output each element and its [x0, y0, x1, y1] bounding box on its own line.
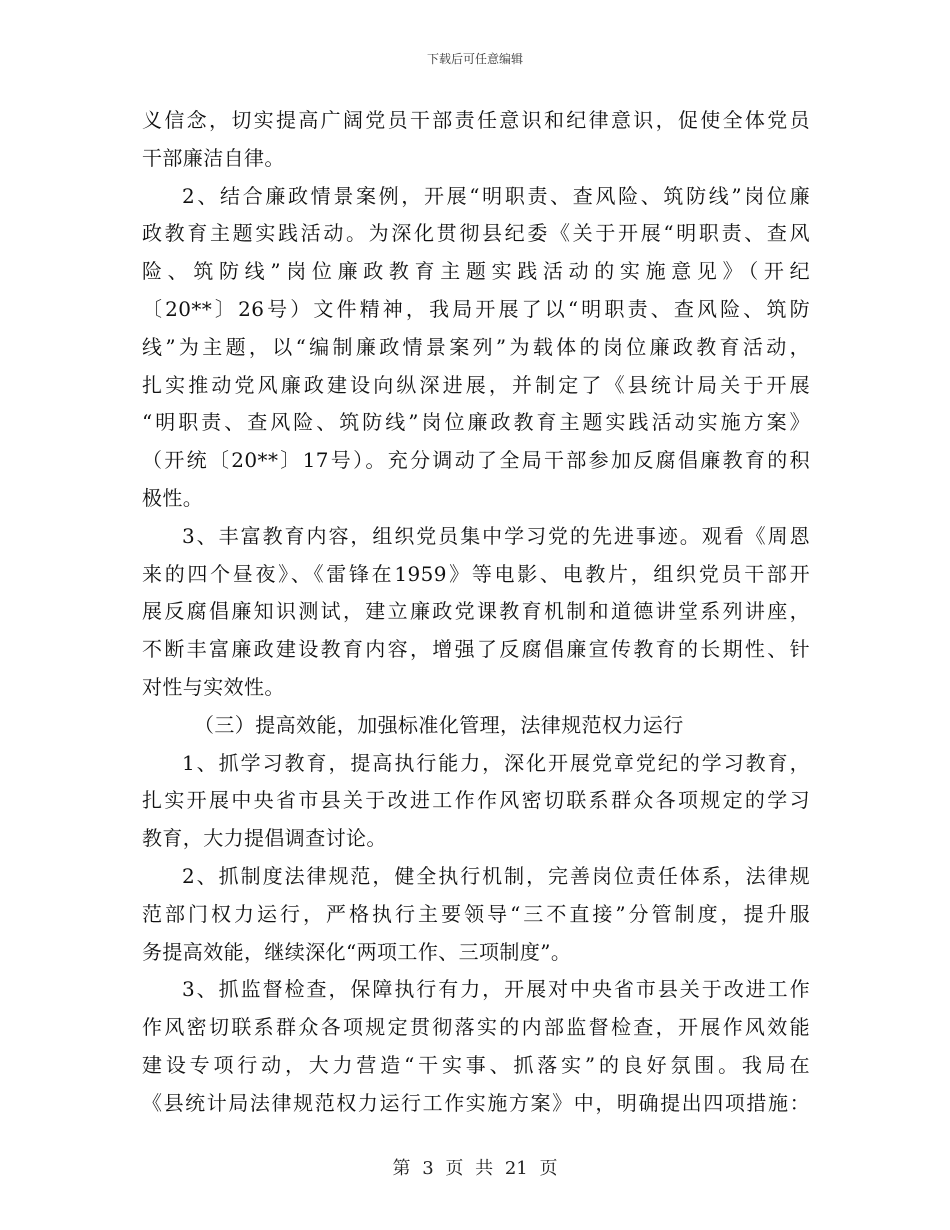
paragraph-line: 不断丰富廉政建设教育内容，增强了反腐倡廉宣传教育的长期性、针	[142, 637, 810, 662]
paragraph-line: 3、抓监督检查，保障执行有力，开展对中央省市县关于改进工作	[182, 977, 810, 1002]
paragraph-line: 3、丰富教育内容，组织党员集中学习党的先进事迹。观看《周恩	[182, 523, 810, 548]
paragraph-line: 扎实开展中央省市县关于改进工作作风密切联系群众各项规定的学习	[142, 788, 810, 813]
paragraph-line: 险、筑防线”岗位廉政教育主题实践活动的实施意见》（开纪	[142, 259, 810, 284]
paragraph-line: 对性与实效性。	[142, 674, 285, 699]
paragraph-line: 范部门权力运行，严格执行主要领导“三不直接”分管制度，提升服	[142, 901, 810, 926]
paragraph-line: 教育，大力提倡调查讨论。	[142, 826, 387, 851]
page-number: 第 3 页 共 21 页	[392, 1158, 558, 1179]
paragraph-line: 2、结合廉政情景案例，开展“明职责、查风险、筑防线”岗位廉	[182, 183, 810, 208]
paragraph-line: 扎实推动党风廉政建设向纵深进展，并制定了《县统计局关于开展	[142, 372, 810, 397]
paragraph-line: 展反腐倡廉知识测试，建立廉政党课教育机制和道德讲堂系列讲座，	[142, 599, 810, 624]
paragraph-line: 1、抓学习教育，提高执行能力，深化开展党章党纪的学习教育，	[182, 750, 810, 775]
paragraph-line: 政教育主题实践活动。为深化贯彻县纪委《关于开展“明职责、查风	[142, 221, 810, 246]
paragraph-line: 线”为主题，以“编制廉政情景案列”为载体的岗位廉政教育活动，	[142, 334, 810, 359]
paragraph-line: 干部廉洁自律。	[142, 145, 285, 170]
document-body	[142, 102, 810, 1123]
paragraph-line: “明职责、查风险、筑防线”岗位廉政教育主题实践活动实施方案》	[142, 410, 810, 435]
paragraph-line: 《县统计局法律规范权力运行工作实施方案》中，明确提出四项措施：	[142, 1090, 810, 1115]
paragraph-line: 义信念，切实提高广阔党员干部责任意识和纪律意识，促使全体党员	[142, 108, 810, 132]
paragraph-line: 建设专项行动，大力营造“干实事、抓落实”的良好氛围。我局在	[142, 1052, 810, 1077]
paragraph-line: 2、抓制度法律规范，健全执行机制，完善岗位责任体系，法律规	[182, 863, 810, 888]
paragraph-line: 作风密切联系群众各项规定贯彻落实的内部监督检查，开展作风效能	[142, 1015, 810, 1040]
paragraph-line: 务提高效能，继续深化“两项工作、三项制度”。	[142, 939, 572, 964]
paragraph-line: 极性。	[142, 485, 204, 510]
paragraph-line: （开统〔20**〕17号）。充分调动了全局干部参加反腐倡廉教育的积	[142, 448, 810, 473]
page-header-note: 下载后可任意编辑	[426, 52, 523, 66]
paragraph-line: 〔20**〕26号）文件精神，我局开展了以“明职责、查风险、筑防	[142, 296, 810, 321]
paragraph-line: 来的四个昼夜》、《雷锋在1959》等电影、电教片，组织党员干部开	[142, 561, 810, 586]
section-heading: （三）提高效能，加强标准化管理，法律规范权力运行	[194, 712, 684, 737]
